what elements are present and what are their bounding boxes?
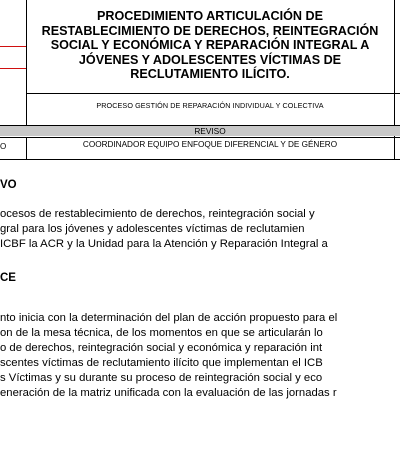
header-divider-right bbox=[394, 0, 395, 160]
objetivo-heading: VO bbox=[0, 179, 17, 191]
reviso-row-divider bbox=[26, 137, 27, 159]
left-cell-fragment: O bbox=[0, 142, 7, 151]
alcance-line: s Víctimas y su durante su proceso de reintegración social y eco bbox=[0, 372, 323, 384]
process-name: PROCESO GESTIÓN DE REPARACIÓN INDIVIDUAL Y COLECTIVA bbox=[96, 101, 324, 110]
objetivo-paragraph bbox=[0, 207, 328, 252]
alcance-paragraph bbox=[0, 311, 337, 401]
header-rule-title-bottom bbox=[26, 93, 400, 94]
red-rule-top bbox=[0, 46, 26, 47]
document-title: PROCEDIMIENTO ARTICULACIÓN DE RESTABLECIMIENTO DE DERECHOS, REINTEGRACIÓN SOCIAL Y ECONÓMICA Y REPARACIÓN INTEGRAL A JÓVENES Y ADOLESCENTES VÍCTIMAS DE RECLUTAMIENTO ILÍCITO. bbox=[41, 9, 379, 82]
alcance-line: on de la mesa técnica, de los momentos en que se articularán lo bbox=[0, 327, 323, 339]
alcance-line: o de derechos, reintegración social y económica y reparación int bbox=[0, 342, 323, 354]
alcance-line: scentes víctimas de reclutamiento ilícito que implementan el ICB bbox=[0, 357, 323, 369]
objetivo-line: ocesos de restablecimiento de derechos, reintegración social y bbox=[0, 208, 315, 220]
header-rule-reviso-bottom bbox=[0, 137, 400, 138]
alcance-line: nto inicia con la determinación del plan de acción propuesto para el bbox=[0, 312, 338, 324]
header-rule-table-bottom bbox=[0, 159, 400, 160]
header-divider-left bbox=[26, 0, 27, 126]
reviso-value: COORDINADOR EQUIPO ENFOQUE DIFERENCIAL Y DE GÉNERO bbox=[82, 140, 338, 149]
alcance-line: eneración de la matriz unificada con la evaluación de las jornadas r bbox=[0, 387, 337, 399]
objetivo-line: ICBF la ACR y la Unidad para la Atención y Reparación Integral a bbox=[0, 238, 328, 250]
objetivo-line: gral para los jóvenes y adolescentes víctimas de reclutamien bbox=[0, 223, 305, 235]
alcance-heading: CE bbox=[0, 272, 16, 284]
red-rule-bottom bbox=[0, 68, 26, 69]
reviso-label: REVISO bbox=[194, 126, 226, 136]
